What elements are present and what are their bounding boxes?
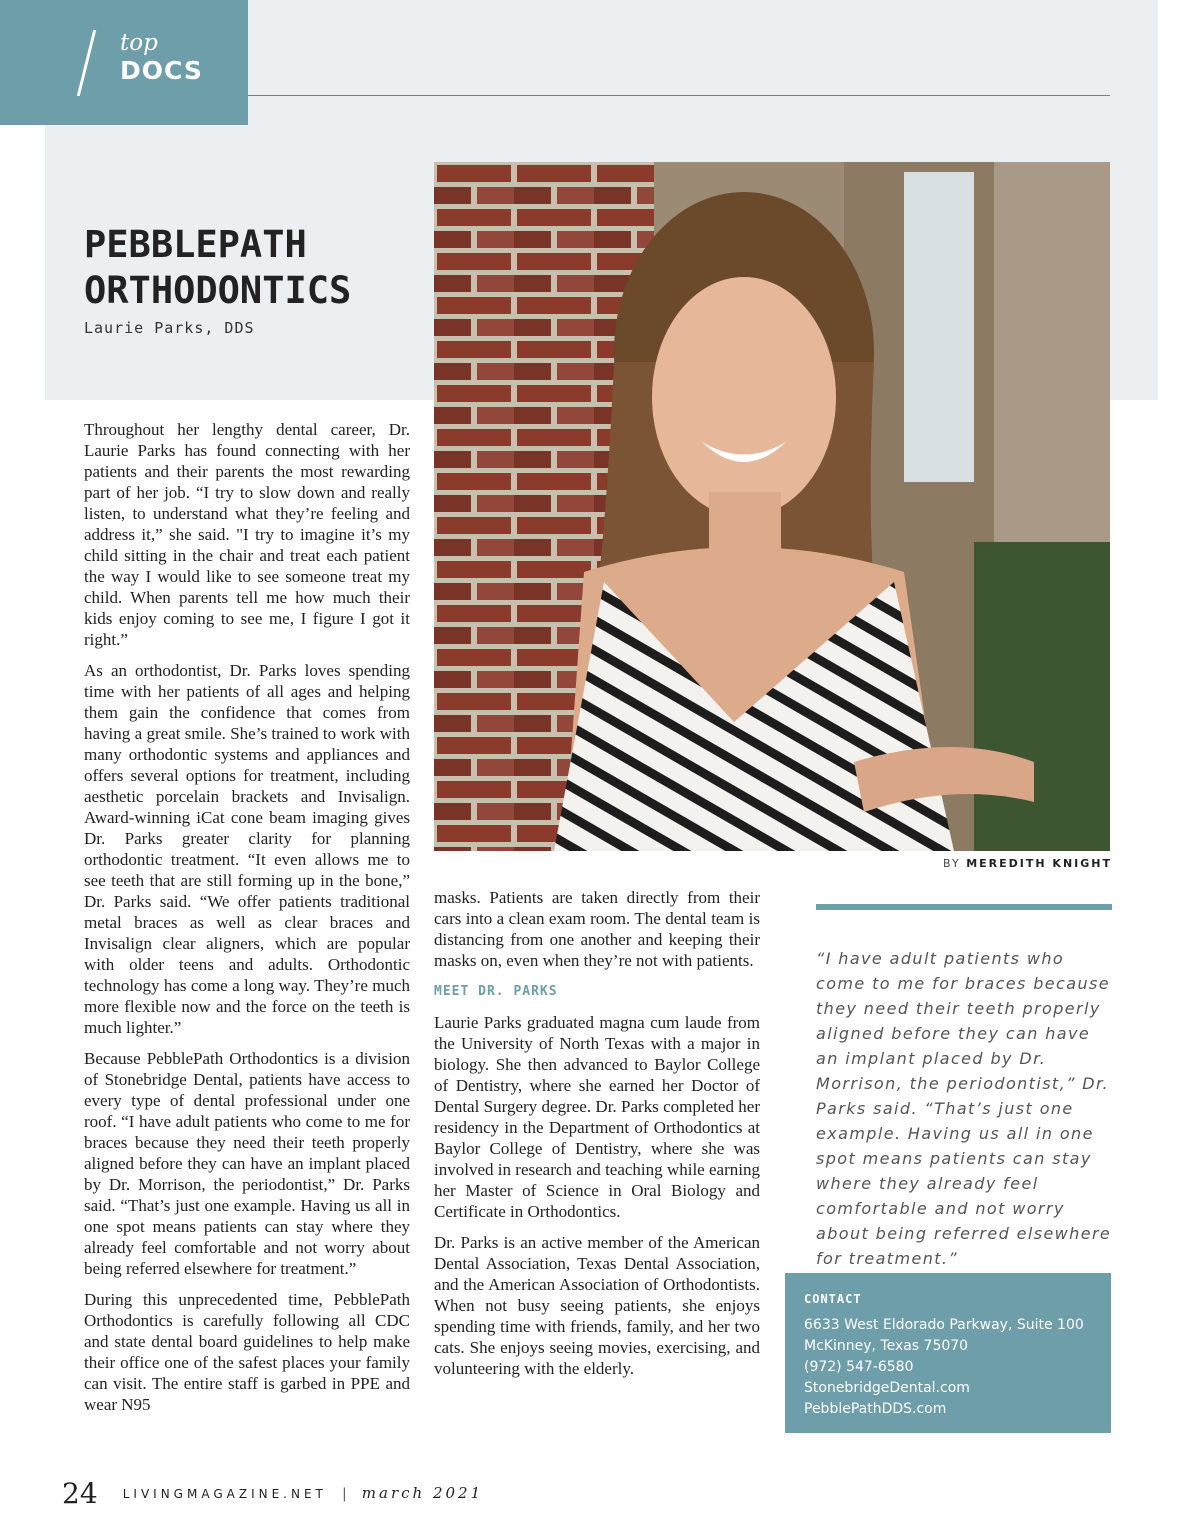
contact-lines: [804, 1315, 1084, 1420]
paragraph: Dr. Parks is an active member of the American Dental Association, Texas Dental Association, and the American Association of Orthodontists. When not busy seeing patients, she enjoys spending time with friends, family, and her two cats. She enjoys seeing movies, exercising, and volunteering with the elderly.: [434, 1233, 760, 1378]
contact-website-stonebridge[interactable]: StonebridgeDental.com: [804, 1380, 970, 1396]
section-tab: [0, 0, 248, 125]
portrait-illustration: [434, 162, 1110, 851]
footer-site[interactable]: LIVINGMAGAZINE.NET: [122, 1487, 327, 1501]
contact-heading: CONTACT: [804, 1292, 862, 1306]
byline: [600, 857, 1112, 870]
contact-address-line1: 6633 West Eldorado Parkway, Suite 100: [804, 1317, 1084, 1333]
paragraph: Because PebblePath Orthodontics is a division of Stonebridge Dental, patients have access to every type of dental professional under one roof. “I have adult patients who come to me for braces because they need their teeth properly aligned before they can have an implant placed by Dr. Morrison, the periodontist,” Dr. Parks said. “That’s just one example. Having us all in one spot means patients can stay where they already feel comfortable and not worry about being referred elsewhere for treatment.”: [84, 1049, 410, 1278]
page-number: 24: [62, 1477, 98, 1510]
header-rule: [248, 95, 1110, 96]
body-column-1: [84, 419, 410, 1425]
contact-box: [785, 1273, 1111, 1433]
footer-separator: |: [341, 1486, 347, 1502]
contact-phone[interactable]: (972) 547-6580: [804, 1359, 914, 1375]
contact-address-line2: McKinney, Texas 75070: [804, 1338, 969, 1354]
footer-issue: march 2021: [361, 1484, 484, 1502]
article-title: PEBBLEPATH ORTHODONTICS: [84, 223, 352, 312]
byline-prefix: BY: [943, 857, 961, 870]
paragraph: masks. Patients are taken directly from their cars into a clean exam room. The dental team is distancing from one another and keeping their masks on, even when they’re not with patients.: [434, 888, 760, 970]
section-heading-meet: MEET DR. PARKS: [434, 984, 558, 999]
page-footer: [62, 1477, 483, 1510]
portrait-photo: [434, 162, 1110, 851]
byline-author: MEREDITH KNIGHT: [966, 857, 1112, 870]
pull-quote: “I have adult patients who come to me for braces because they need their teeth properly aligned before they can have an implant placed by Dr. Morrison, the periodontist,” Dr. Parks said. “That’s just one example. Having us all in one spot means patients can stay where they already feel comfortable and not worry about being referred elsewhere for treatment.”: [816, 949, 1112, 1268]
paragraph: Throughout her lengthy dental career, Dr. Laurie Parks has found connecting with her patients and their parents the most rewarding part of her job. “I try to slow down and really listen, to understand what they’re feeling and address it,” she said. "I try to imagine it’s my child sitting in the chair and treat each patient the way I would like to see someone treat my child. When parents tell me how much their kids enjoy coming to see me, I figure I got it right.”: [84, 420, 410, 649]
slash-mark: [77, 30, 96, 96]
article-subtitle: Laurie Parks, DDS: [84, 319, 255, 337]
body-column-2: [434, 887, 760, 1389]
paragraph: Laurie Parks graduated magna cum laude from the University of North Texas with a major in biology. She then advanced to Baylor College of Dentistry, where she earned her Doctor of Dental Surgery degree. Dr. Parks completed her residency in the Department of Orthodontics at Baylor College of Dentistry, where she was involved in research and teaching while earning her Master of Science in Oral Biology and Certificate in Orthodontics.: [434, 1013, 760, 1221]
contact-website-pebblepath[interactable]: PebblePathDDS.com: [804, 1401, 947, 1417]
quote-rule: [816, 904, 1112, 910]
paragraph: As an orthodontist, Dr. Parks loves spending time with her patients of all ages and helping them gain the confidence that comes from having a great smile. She’s trained to work with many orthodontic systems and appliances and offers several options for treatment, including aesthetic porcelain brackets and Invisalign. Award-winning iCat cone beam imaging gives Dr. Parks greater clarity for planning orthodontic treatment. “It even allows me to see teeth that are still forming up in the bone,” Dr. Parks said. “We offer patients traditional metal braces as well as clear braces and Invisalign clear aligners, which are popular with older teens and adults. Orthodontic technology has come a long way. They’re much more flexible now and the force on the teeth is much lighter.”: [84, 661, 410, 1037]
section-label-top: top: [120, 30, 158, 56]
paragraph: During this unprecedented time, PebblePath Orthodontics is carefully following all CDC and state dental board guidelines to help make their office one of the safest places your family can visit. The entire staff is garbed in PPE and wear N95: [84, 1290, 410, 1414]
section-label-docs: DOCS: [120, 56, 203, 85]
